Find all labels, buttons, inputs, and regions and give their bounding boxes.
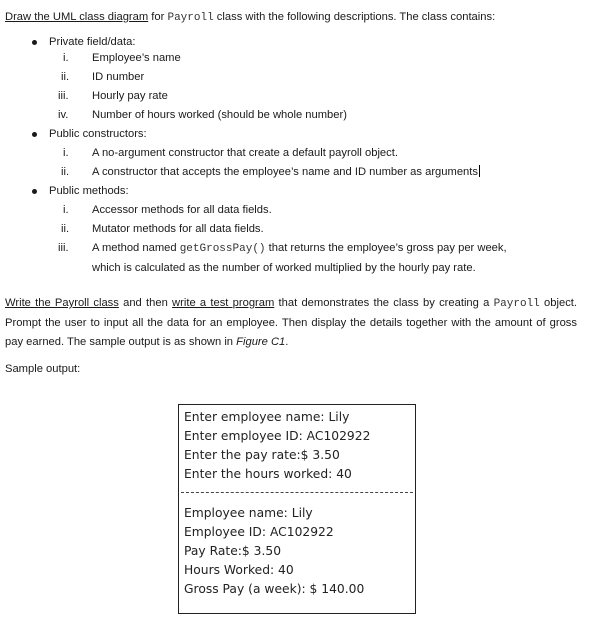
console-line: Enter employee name: Lily bbox=[184, 410, 350, 424]
write-test-instruction: write a test program bbox=[172, 297, 275, 309]
item-text: ID number bbox=[92, 71, 145, 83]
item-number: ii. bbox=[61, 71, 70, 83]
item-number: i. bbox=[63, 204, 69, 216]
console-line: Gross Pay (a week): $ 140.00 bbox=[184, 582, 365, 596]
sample-output-label: Sample output: bbox=[5, 363, 81, 375]
item-number: i. bbox=[63, 147, 69, 159]
uml-instruction: Draw the UML class diagram bbox=[5, 11, 149, 23]
item-number: iv. bbox=[58, 109, 69, 121]
item-number: iii. bbox=[58, 242, 69, 254]
console-line: Employee ID: AC102922 bbox=[184, 525, 334, 539]
bullet bbox=[32, 189, 37, 194]
item-text: Employee’s name bbox=[92, 52, 181, 64]
section-label: Public methods: bbox=[49, 185, 129, 197]
item-number: iii. bbox=[58, 90, 69, 102]
item-text: Mutator methods for all data fields. bbox=[92, 223, 264, 235]
item-number: i. bbox=[63, 52, 69, 64]
console-line: Enter employee ID: AC102922 bbox=[184, 429, 371, 443]
item-text: Number of hours worked (should be whole number) bbox=[92, 109, 347, 121]
separator-line bbox=[181, 492, 413, 493]
sample-output-box bbox=[178, 404, 416, 614]
bullet bbox=[32, 132, 37, 137]
item-text: A method named getGrossPay() that returns the employee’s gross pay per week, bbox=[92, 242, 507, 255]
bullet bbox=[32, 40, 37, 45]
class-name-code: Payroll bbox=[167, 12, 214, 24]
section-label: Public constructors: bbox=[49, 128, 147, 140]
item-text: Accessor methods for all data fields. bbox=[92, 204, 272, 216]
write-class-instruction: Write the Payroll class bbox=[5, 297, 119, 309]
method-name-code: getGrossPay() bbox=[179, 243, 266, 255]
item-text: Hourly pay rate bbox=[92, 90, 168, 102]
console-line: Pay Rate:$ 3.50 bbox=[184, 544, 282, 558]
console-line: Enter the pay rate:$ 3.50 bbox=[184, 448, 340, 462]
item-number: ii. bbox=[61, 166, 70, 178]
item-text: A constructor that accepts the employee’s name and ID number as arguments bbox=[92, 166, 478, 178]
intro-line: Draw the UML class diagram for Payroll class with the following descriptions. The class contains: bbox=[5, 11, 496, 24]
task-paragraph: Write the Payroll class and then write a test program that demonstrates the class by creating a Payroll object. Prompt the user to input all the data for an employee. Then display the details together with the amount of gross pay earned. The sample output is as shown in Figure C1. bbox=[5, 297, 578, 348]
console-line: Enter the hours worked: 40 bbox=[184, 467, 352, 481]
item-text-continued: which is calculated as the number of worked multiplied by the hourly pay rate. bbox=[92, 262, 476, 274]
class-name-code: Payroll bbox=[493, 298, 540, 310]
console-line: Hours Worked: 40 bbox=[184, 563, 294, 577]
section-label: Private field/data: bbox=[49, 36, 136, 48]
text-cursor bbox=[479, 165, 480, 177]
item-text: A no-argument constructor that create a default payroll object. bbox=[92, 147, 398, 159]
console-line: Employee name: Lily bbox=[184, 506, 313, 520]
figure-reference: Figure C1 bbox=[236, 336, 286, 348]
item-number: ii. bbox=[61, 223, 70, 235]
